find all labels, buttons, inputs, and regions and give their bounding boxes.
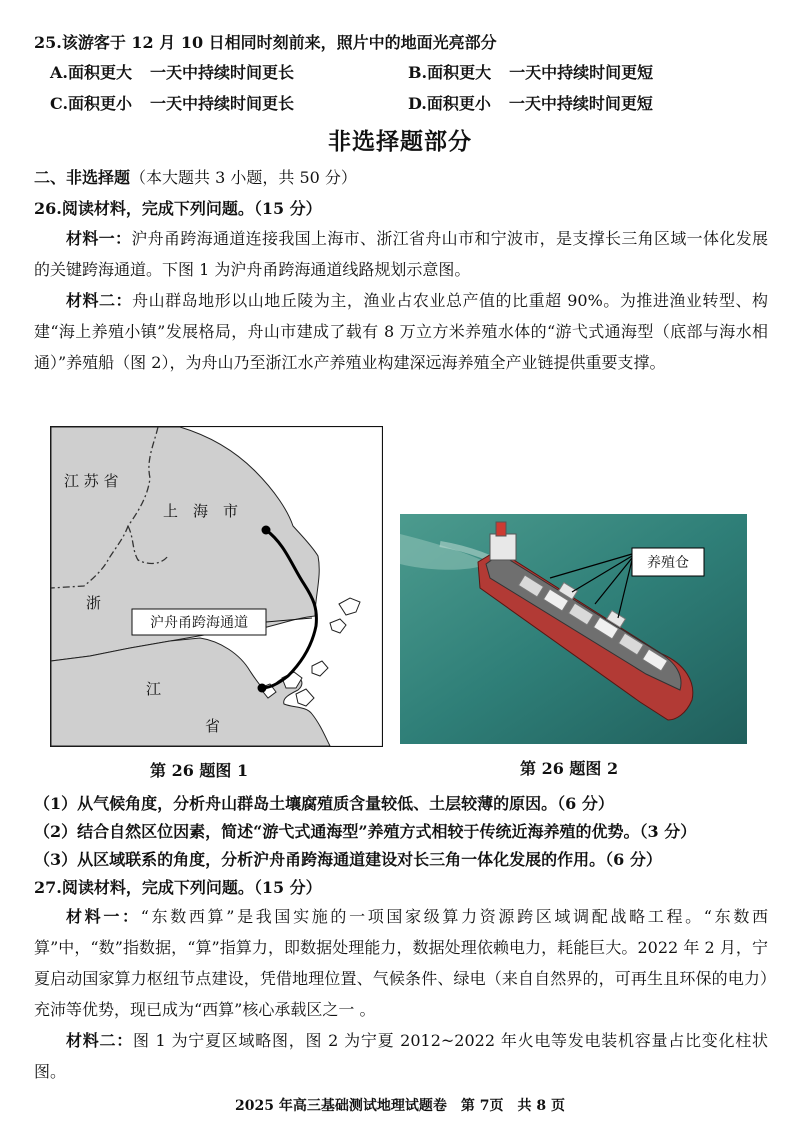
option-text: 一天中持续时间更长 [150, 63, 295, 82]
q26-stem: 26.阅读材料，完成下列问题。（15 分） [34, 199, 322, 218]
material-text: 图 1 为宁夏区域略图，图 2 为宁夏 2012~2022 年火电等发电装机容量占比变化柱状图。 [34, 1031, 768, 1081]
section-header [34, 167, 357, 189]
tank-label: 养殖仓 [647, 555, 689, 571]
q25-option-d[interactable] [408, 93, 653, 115]
label-shanghai: 上 海 市 [163, 502, 239, 520]
q25-option-c[interactable] [50, 93, 294, 115]
option-label: D.面积更小 [408, 94, 491, 113]
material-label: 材料二： [66, 291, 133, 310]
q25-option-b[interactable] [408, 62, 653, 84]
ship-photo [400, 514, 747, 744]
label-jiangsu: 江 苏 省 [64, 472, 119, 490]
option-label: A.面积更大 [50, 63, 132, 82]
ship-funnel [496, 522, 506, 536]
route-endpoint-shanghai [262, 526, 271, 535]
q26-sub-3: （3）从区域联系的角度，分析沪舟甬跨海通道建设对长三角一体化发展的作用。（6 分） [34, 850, 662, 869]
route-map [50, 426, 383, 747]
option-text: 一天中持续时间更长 [150, 94, 295, 113]
fig2-caption: 第 26 题图 2 [520, 759, 619, 778]
section-title: 非选择题部分 [328, 129, 472, 155]
option-label: C.面积更小 [50, 94, 133, 113]
material-text: “东数西算”是我国实施的一项国家级算力资源跨区域调配战略工程。“东数西算”中，“数”指数据，“算”指算力，即数据处理能力，数据处理依赖电力，耗能巨大。2022 年 2 月，宁夏启动国家算力枢纽节点建设，凭借地理位置、气候条件、绿电（来自自然界的，可再生且环保的电力）充沛等优势，现已成为“西算”核心承载区之一 。 [34, 907, 768, 1019]
q25-stem: 25.该游客于 12 月 10 日相同时刻前来，照片中的地面光亮部分 [34, 33, 497, 52]
ship-bridge [490, 534, 516, 560]
q26-material-1 [34, 223, 768, 285]
page-footer: 2025 年高三基础测试地理试题卷 第 7页 共 8 页 [235, 1098, 565, 1114]
material-text: 沪舟甬跨海通道连接我国上海市、浙江省舟山市和宁波市，是支撑长三角区域一体化发展的关键跨海通道。下图 1 为沪舟甬跨海通道线路规划示意图。 [34, 229, 768, 279]
material-text: 舟山群岛地形以山地丘陵为主，渔业占农业总产值的比重超 90%。为推进渔业转型、构建“海上养殖小镇”发展格局，舟山市建成了载有 8 万立方米养殖水体的“游弋式通海型（底部与海水相通）”养殖船（图 2），为舟山乃至浙江水产养殖业构建深远海养殖全产业链提供重要支撑。 [34, 291, 768, 372]
material-label: 材料二： [66, 1031, 133, 1050]
material-label: 材料一： [66, 229, 132, 248]
q25-option-a[interactable] [50, 62, 294, 84]
label-sheng: 省 [205, 717, 221, 735]
label-jiang: 江 [146, 680, 162, 698]
q26-material-2 [34, 285, 768, 378]
section-header-rest: （本大题共 3 小题，共 50 分） [130, 168, 357, 187]
q26-sub-1: （1）从气候角度，分析舟山群岛土壤腐殖质含量较低、土层较薄的原因。（6 分） [34, 794, 614, 813]
route-endpoint-ningbo [258, 684, 267, 693]
q26-sub-2: （2）结合自然区位因素，简述“游弋式通海型”养殖方式相较于传统近海养殖的优势。（3 分） [34, 822, 697, 841]
q27-stem: 27.阅读材料，完成下列问题。（15 分） [34, 878, 322, 897]
label-zhe: 浙 [86, 594, 102, 612]
fig1-caption: 第 26 题图 1 [150, 761, 249, 780]
route-label: 沪舟甬跨海通道 [150, 615, 248, 631]
q27-material-2 [34, 1025, 768, 1087]
option-text: 一天中持续时间更短 [509, 63, 654, 82]
material-label: 材料一： [66, 907, 141, 926]
option-text: 一天中持续时间更短 [508, 94, 653, 113]
q27-material-1 [34, 901, 768, 1025]
section-header-bold: 二、非选择题 [34, 168, 131, 187]
option-label: B.面积更大 [408, 63, 492, 82]
